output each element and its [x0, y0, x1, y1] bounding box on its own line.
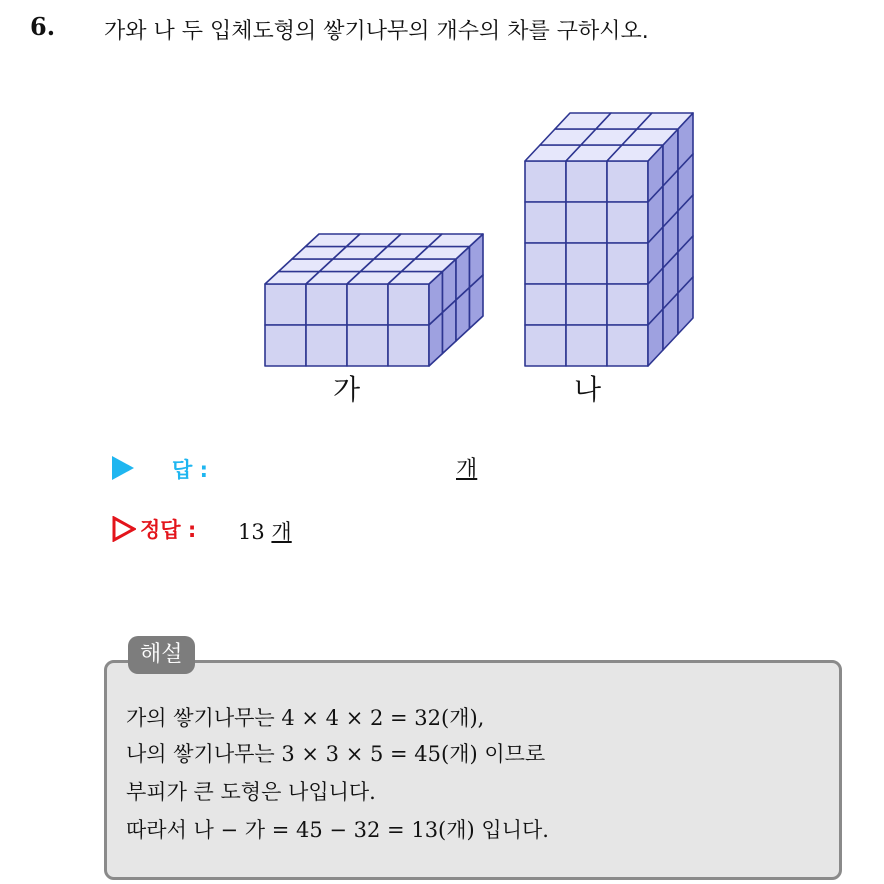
- cube-front-face: [566, 243, 607, 284]
- cube-front-face: [607, 161, 648, 202]
- cube-front-face: [388, 284, 429, 325]
- question-text: 가와 나 두 입체도형의 쌓기나무의 개수의 차를 구하시오.: [104, 19, 649, 44]
- cube-front-face: [525, 284, 566, 325]
- figure-b-label: 나: [574, 373, 602, 406]
- cube-front-face: [306, 284, 347, 325]
- correct-answer-label: 정답 :: [140, 518, 197, 542]
- cube-front-face: [607, 325, 648, 366]
- cube-front-face: [607, 243, 648, 284]
- answer-unit: 개: [456, 457, 478, 482]
- cube-front-face: [566, 202, 607, 243]
- answer-play-icon: [112, 456, 134, 480]
- cube-front-face: [525, 202, 566, 243]
- correct-answer-value: [238, 516, 292, 546]
- cube-front-face: [525, 161, 566, 202]
- answer-label: 답 :: [172, 458, 208, 482]
- cube-front-face: [265, 284, 306, 325]
- explanation-line-4: 따라서 나 − 가 = 45 − 32 = 13(개) 입니다.: [126, 818, 549, 842]
- cube-front-face: [347, 284, 388, 325]
- explanation-line-3: 부피가 큰 도형은 나입니다.: [126, 780, 376, 804]
- explanation-line-2: 나의 쌓기나무는 3 × 3 × 5 = 45(개) 이므로: [126, 742, 546, 766]
- cube-front-face: [607, 284, 648, 325]
- explanation-line-1: 가의 쌓기나무는 4 × 4 × 2 = 32(개),: [126, 706, 485, 730]
- correct-play-outline-icon: [112, 516, 136, 542]
- cube-front-face: [388, 325, 429, 366]
- cube-front-face: [306, 325, 347, 366]
- cube-front-face: [525, 325, 566, 366]
- cube-front-face: [607, 202, 648, 243]
- cube-front-face: [566, 161, 607, 202]
- figure-b-cube-stack: [525, 113, 693, 366]
- cube-front-face: [525, 243, 566, 284]
- figure-a-label: 가: [333, 373, 361, 406]
- question-number: 6.: [30, 12, 56, 41]
- correct-answer-unit: 개: [271, 520, 292, 544]
- correct-answer-number: 13: [238, 520, 265, 544]
- figure-a-cube-stack: [265, 234, 483, 366]
- cube-front-face: [347, 325, 388, 366]
- explanation-tab: 해설: [128, 636, 195, 674]
- cube-front-face: [566, 284, 607, 325]
- cube-front-face: [566, 325, 607, 366]
- explanation-box: [104, 660, 842, 880]
- cube-front-face: [265, 325, 306, 366]
